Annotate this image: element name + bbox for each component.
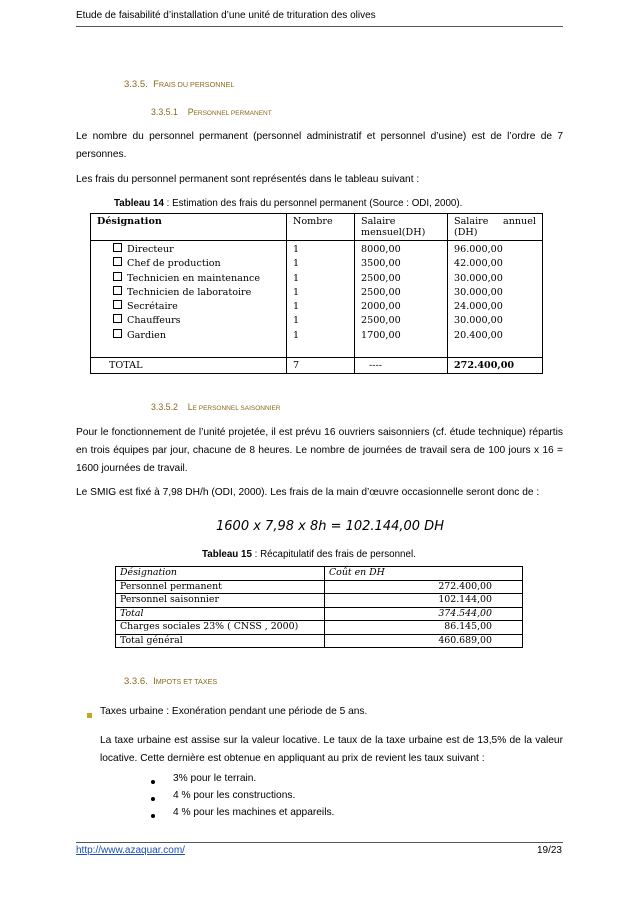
bullet-dot-icon bbox=[151, 780, 155, 784]
section-3-3-5-1-heading bbox=[151, 107, 272, 117]
checkbox-icon bbox=[113, 272, 122, 281]
annuel-value: 96.000,00 bbox=[454, 244, 503, 255]
annuel-value: 20.400,00 bbox=[454, 329, 503, 341]
footer-rule bbox=[76, 842, 563, 843]
table14-caption-label: Tableau 14 bbox=[114, 198, 164, 209]
header-word: (DH) bbox=[454, 227, 478, 238]
annuel-value: 42.000,00 bbox=[454, 258, 503, 270]
table15-cout: 86.145,00 bbox=[325, 621, 523, 635]
table14-total-mensuel: ---- bbox=[355, 358, 448, 374]
mensuel-value: 1700,00 bbox=[361, 329, 401, 341]
designation-label: Directeur bbox=[127, 244, 174, 255]
table14-annuel-cell bbox=[448, 241, 543, 358]
designation-label: Chauffeurs bbox=[127, 315, 181, 327]
designation-label: Secrétaire bbox=[127, 301, 178, 313]
section-number: 3.3.6. bbox=[124, 676, 148, 687]
list-item bbox=[113, 300, 280, 314]
mensuel-value: 2000,00 bbox=[361, 301, 401, 313]
footer-link[interactable]: http://www.azaquar.com/ bbox=[76, 845, 185, 856]
table15 bbox=[115, 566, 523, 648]
table14-total-nombre: 7 bbox=[287, 358, 355, 374]
checkbox-icon bbox=[113, 286, 122, 295]
nombre-value: 1 bbox=[293, 244, 300, 255]
table15-caption-text: : Récapitulatif des frais de personnel. bbox=[251, 549, 416, 560]
table14-designation-cell bbox=[91, 241, 287, 358]
table15-designation: Total bbox=[116, 607, 325, 621]
list-item bbox=[113, 257, 280, 271]
table-row bbox=[116, 594, 523, 608]
nombre-value: 1 bbox=[293, 286, 300, 298]
table14-mensuel-cell bbox=[355, 241, 448, 358]
section-number: 3.3.5.1 bbox=[151, 107, 178, 117]
section-3-3-6-heading bbox=[124, 676, 217, 687]
table15-designation: Total général bbox=[116, 634, 325, 648]
section-title-initial: L bbox=[187, 402, 193, 412]
designation-label: Technicien en maintenance bbox=[127, 272, 261, 284]
sublist-item: 3% pour le terrain. bbox=[173, 773, 257, 784]
checkbox-icon bbox=[113, 329, 122, 338]
paragraph-table14-intro: Les frais du personnel permanent sont représentés dans le tableau suivant : bbox=[76, 174, 420, 185]
mensuel-value: 2500,00 bbox=[361, 315, 401, 327]
nombre-value: 1 bbox=[293, 301, 300, 313]
table14 bbox=[90, 213, 543, 374]
table14-total-row bbox=[91, 358, 543, 374]
table15-designation: Personnel saisonnier bbox=[116, 594, 325, 608]
table15-header-cout: Coût en DH bbox=[325, 567, 523, 581]
table15-designation: Charges sociales 23% ( CNSS , 2000) bbox=[116, 621, 325, 635]
section-title-initial: I bbox=[153, 676, 156, 687]
section-3-3-5-2-heading bbox=[151, 402, 281, 412]
section-title-rest: E PERSONNEL SAISONNIER bbox=[192, 405, 281, 412]
bullet-taxes-urbaine: Taxes urbaine : Exonération pendant une période de 5 ans. bbox=[100, 706, 368, 717]
designation-label: Chef de production bbox=[127, 258, 221, 270]
paragraph-seasonal-staff: Pour le fonctionnement de l’unité projetée, il est prévu 16 ouvriers saisonniers (cf. étude technique) répartis en trois équipes par jour, chacune de 8 heures. Le nombre de journées de travail sera de 100 jours x 16 = 1600 journées de travail. bbox=[76, 427, 563, 474]
annuel-value: 30.000,00 bbox=[454, 272, 503, 284]
table15-header-row bbox=[116, 567, 523, 581]
table15-designation: Personnel permanent bbox=[116, 580, 325, 594]
table14-header-designation: Désignation bbox=[91, 214, 287, 241]
table15-header-designation: Désignation bbox=[116, 567, 325, 581]
table14-caption-text: : Estimation des frais du personnel permanent (Source : ODI, 2000). bbox=[163, 198, 463, 209]
header-word: annuel bbox=[502, 216, 536, 227]
mensuel-value: 2500,00 bbox=[361, 272, 401, 284]
bullet-dot-icon bbox=[151, 814, 155, 818]
annuel-value: 30.000,00 bbox=[454, 286, 503, 298]
table14-body-row bbox=[91, 241, 543, 358]
table14-header-salaire-annuel bbox=[448, 214, 543, 241]
list-item bbox=[113, 329, 280, 343]
nombre-value: 1 bbox=[293, 315, 300, 327]
table15-cout: 272.400,00 bbox=[325, 580, 523, 594]
designation-label: Gardien bbox=[127, 329, 167, 341]
table14-header-nombre: Nombre bbox=[287, 214, 355, 241]
bullet-dot-icon bbox=[151, 797, 155, 801]
section-number: 3.3.5.2 bbox=[151, 402, 178, 412]
table15-cout: 460.689,00 bbox=[325, 634, 523, 648]
mensuel-value: 2500,00 bbox=[361, 286, 401, 298]
table-row bbox=[116, 634, 523, 648]
header-rule bbox=[76, 26, 563, 27]
section-title-initial: P bbox=[187, 107, 194, 117]
mensuel-value: 3500,00 bbox=[361, 258, 401, 270]
list-item bbox=[113, 286, 280, 300]
paragraph-permanent-count: Le nombre du personnel permanent (personnel administratif et personnel d’usine) est de l’ordre de 7 personnes. bbox=[76, 131, 563, 160]
table-row bbox=[116, 580, 523, 594]
section-number: 3.3.5. bbox=[124, 79, 148, 90]
list-item bbox=[113, 272, 280, 286]
square-bullet-icon bbox=[87, 713, 92, 718]
nombre-value: 1 bbox=[293, 258, 300, 270]
section-title-rest: ERSONNEL PERMANENT bbox=[193, 110, 272, 117]
table15-caption bbox=[202, 549, 416, 560]
section-3-3-5-heading bbox=[124, 79, 234, 90]
mensuel-value: 8000,00 bbox=[361, 244, 401, 255]
section-title-initial: F bbox=[153, 79, 159, 90]
table14-header-salaire-mensuel: Salaire mensuel(DH) bbox=[355, 214, 448, 241]
table14-total-label: TOTAL bbox=[91, 358, 287, 374]
table14-nombre-cell bbox=[287, 241, 355, 358]
table15-cout: 102.144,00 bbox=[325, 594, 523, 608]
checkbox-icon bbox=[113, 314, 122, 323]
table14-header-row bbox=[91, 214, 543, 241]
checkbox-icon bbox=[113, 243, 122, 252]
annuel-value: 24.000,00 bbox=[454, 301, 503, 313]
page-header: Etude de faisabilité d’installation d’une unité de trituration des olives bbox=[76, 10, 376, 21]
page-number: 19/23 bbox=[536, 845, 562, 856]
paragraph-smig: Le SMIG est fixé à 7,98 DH/h (ODI, 2000). Les frais de la main d’œuvre occasionnelle seront donc de : bbox=[76, 487, 540, 498]
section-title-rest: MPOTS ET TAXES bbox=[155, 677, 218, 686]
table-row bbox=[116, 621, 523, 635]
sublist-item: 4 % pour les constructions. bbox=[173, 790, 296, 801]
designation-label: Technicien de laboratoire bbox=[127, 286, 252, 298]
checkbox-icon bbox=[113, 300, 122, 309]
annuel-value: 30.000,00 bbox=[454, 315, 503, 327]
sublist-item: 4 % pour les machines et appareils. bbox=[173, 807, 335, 818]
checkbox-icon bbox=[113, 257, 122, 266]
table14-total-annuel: 272.400,00 bbox=[448, 358, 543, 374]
labor-cost-formula: 1600 x 7,98 x 8h = 102.144,00 DH bbox=[216, 519, 444, 534]
table14-caption bbox=[114, 198, 462, 209]
nombre-value: 1 bbox=[293, 329, 300, 341]
table15-cout: 374.544,00 bbox=[325, 607, 523, 621]
paragraph-taxe-urbaine: La taxe urbaine est assise sur la valeur locative. Le taux de la taxe urbaine est de 13,5% de la valeur locative. Cette dernière est obtenue en appliquant au prix de revient les taux suivant : bbox=[100, 735, 563, 764]
list-item bbox=[113, 243, 280, 257]
nombre-value: 1 bbox=[293, 272, 300, 284]
header-word: Salaire bbox=[454, 216, 489, 227]
section-title-rest: RAIS DU PERSONNEL bbox=[158, 80, 235, 89]
table15-caption-label: Tableau 15 bbox=[202, 549, 252, 560]
table-row bbox=[116, 607, 523, 621]
list-item bbox=[113, 314, 280, 328]
